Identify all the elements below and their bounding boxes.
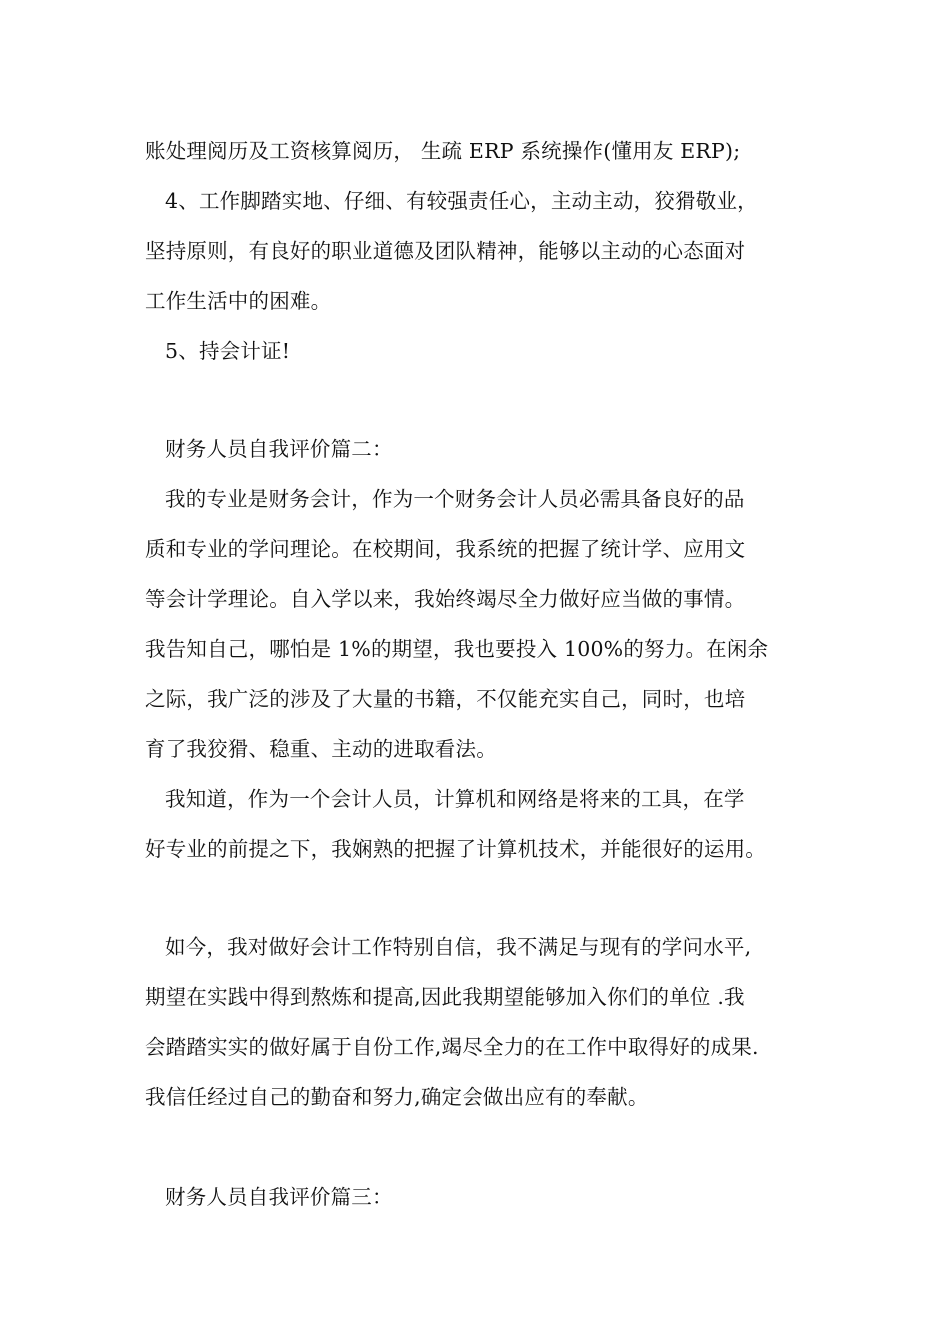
text-line: 如今，我对做好会计工作特别自信，我不满足与现有的学问水平,: [165, 935, 752, 959]
text-line: 期望在实践中得到熬炼和提高,因此我期望能够加入你们的单位 .我: [145, 985, 745, 1009]
section-heading: 财务人员自我评价篇三：: [165, 1185, 393, 1209]
text-line: 账处理阅历及工资核算阅历， 生疏 ERP 系统操作(懂用友 ERP);: [145, 139, 741, 163]
text-line: 育了我狡猾、稳重、主动的进取看法。: [145, 737, 497, 761]
text-line: 会踏踏实实的做好属于自份工作,竭尽全力的在工作中取得好的成果.: [145, 1035, 759, 1059]
text-line: 我的专业是财务会计，作为一个财务会计人员必需具备良好的品: [165, 487, 745, 511]
text-line: 好专业的前提之下，我娴熟的把握了计算机技术，并能很好的运用。: [145, 837, 766, 861]
text-line: 工作生活中的困难。: [145, 289, 332, 313]
text-line: 4、工作脚踏实地、仔细、有较强责任心，主动主动，狡猾敬业，: [165, 189, 758, 213]
text-line: 坚持原则，有良好的职业道德及团队精神，能够以主动的心态面对: [145, 239, 746, 263]
text-line: 等会计学理论。自入学以来，我始终竭尽全力做好应当做的事情。: [145, 587, 746, 611]
text-line: 5、持会计证!: [165, 339, 291, 363]
text-line: 我信任经过自己的勤奋和努力,确定会做出应有的奉献。: [145, 1085, 649, 1109]
text-line: 质和专业的学问理论。在校期间，我系统的把握了统计学、应用文: [145, 537, 746, 561]
text-line: 我知道，作为一个会计人员，计算机和网络是将来的工具，在学: [165, 787, 745, 811]
text-line: 我告知自己，哪怕是 1%的期望，我也要投入 100%的努力。在闲余: [145, 637, 769, 661]
section-heading: 财务人员自我评价篇二：: [165, 437, 393, 461]
text-line: 之际，我广泛的涉及了大量的书籍，不仅能充实自己，同时，也培: [145, 687, 746, 711]
